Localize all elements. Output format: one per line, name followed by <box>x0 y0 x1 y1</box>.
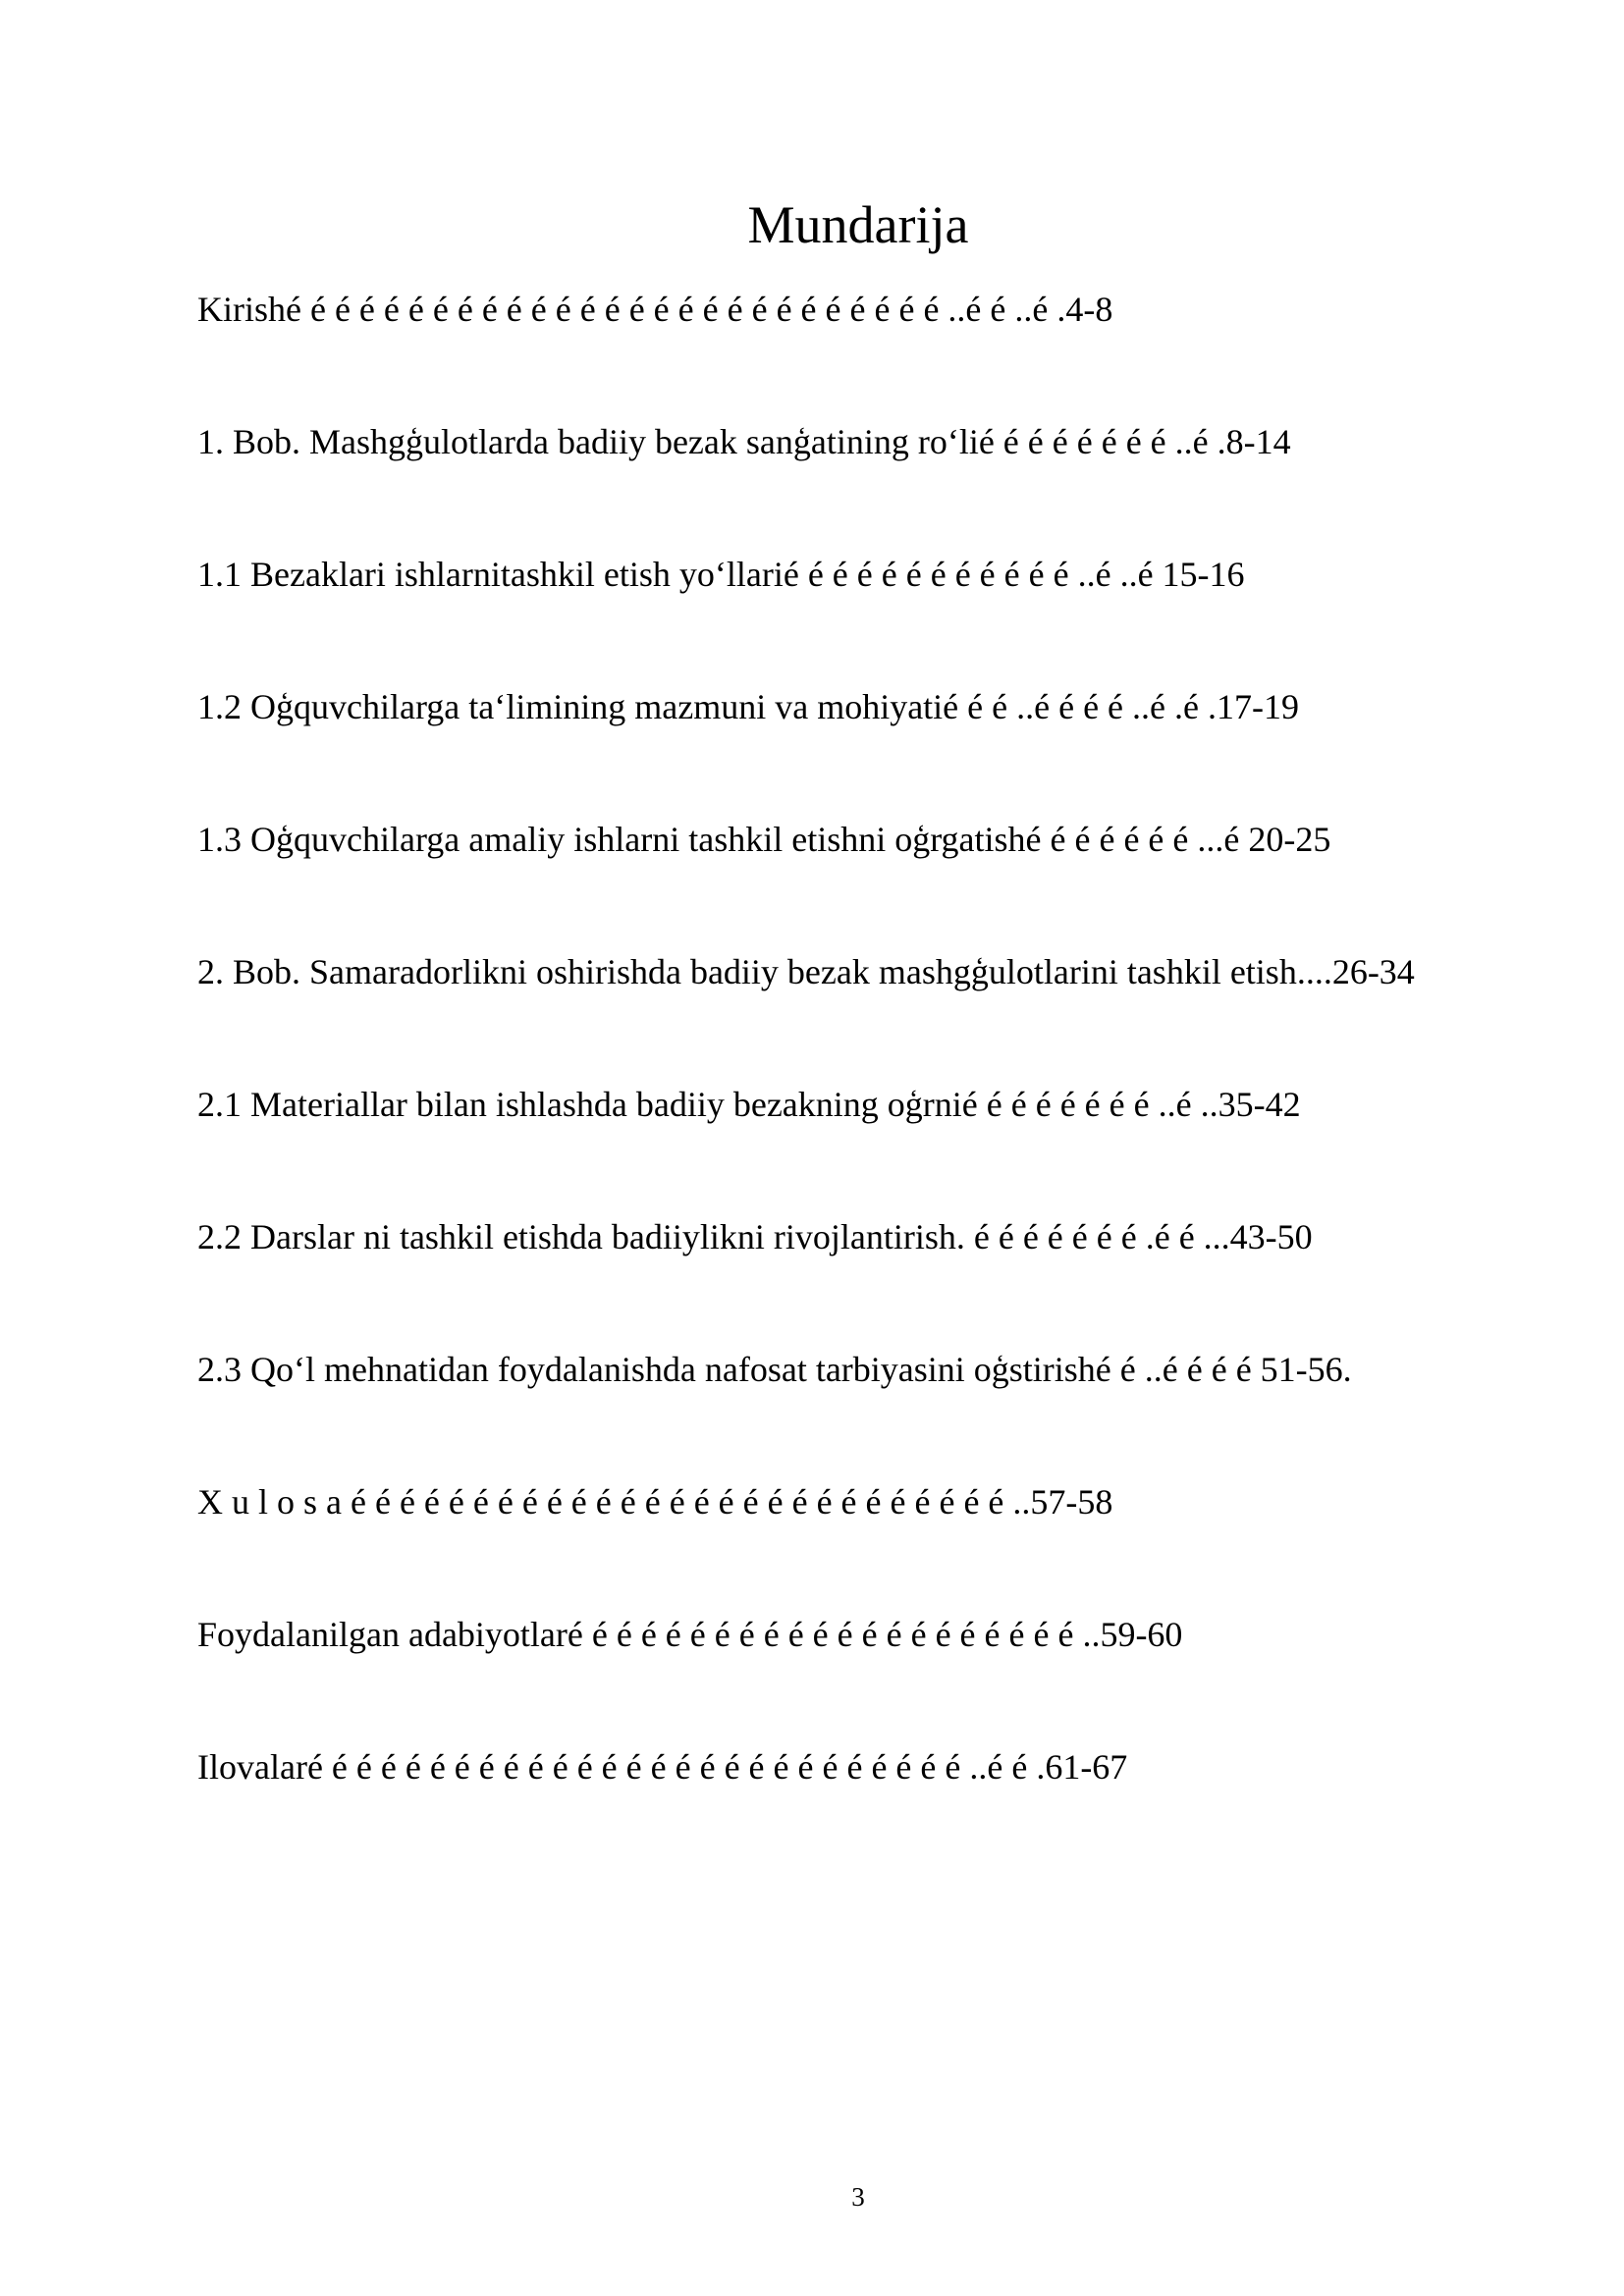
toc-entry-section-2-2: 2.2 Darslar ni tashkil etishda badiiylikni rivojlantirish. é é é é é é é .é é ...43-50 <box>197 1217 1313 1256</box>
toc-entry-chapter-1: 1. Bob. Mashgģulotlarda badiiy bezak sanģatining roʻlié é é é é é é é ..é .8-14 <box>197 422 1291 461</box>
page-number: 3 <box>851 2182 865 2212</box>
toc-entry-bibliography: Foydalanilgan adabiyotlaré é é é é é é é é é é é é é é é é é é é é ..59-60 <box>197 1615 1183 1654</box>
toc-entry-conclusion: X u l o s a é é é é é é é é é é é é é é é é é é é é é é é é é é é ..57-58 <box>197 1482 1113 1522</box>
toc-entry-chapter-2: 2. Bob. Samaradorlikni oshirishda badiiy bezak mashgģulotlarini tashkil etish....26-34 <box>197 952 1415 991</box>
page-title: Mundarija <box>747 195 969 254</box>
toc-entry-introduction: Kirishé é é é é é é é é é é é é é é é é é é é é é é é é é é ..é é ..é .4-8 <box>197 290 1113 329</box>
toc-entry-section-2-3: 2.3 Qoʻl mehnatidan foydalanishda nafosat tarbiyasini oģstirishé é ..é é é é 51-56. <box>197 1350 1352 1389</box>
toc-entry-section-1-2: 1.2 Oģquvchilarga taʻlimining mazmuni va mohiyatié é é ..é é é é ..é .é .17-19 <box>197 687 1299 726</box>
toc-entry-section-1-3: 1.3 Oģquvchilarga amaliy ishlarni tashkil etishni oģrgatishé é é é é é é ...é 20-25 <box>197 820 1331 859</box>
toc-entry-section-2-1: 2.1 Materiallar bilan ishlashda badiiy bezakning oģrnié é é é é é é é ..é ..35-42 <box>197 1085 1301 1124</box>
toc-entry-appendices: Ilovalaré é é é é é é é é é é é é é é é é é é é é é é é é é é ..é é .61-67 <box>197 1747 1128 1787</box>
toc-entry-section-1-1: 1.1 Bezaklari ishlarnitashkil etish yoʻllarié é é é é é é é é é é é ..é ..é 15-16 <box>197 555 1245 594</box>
